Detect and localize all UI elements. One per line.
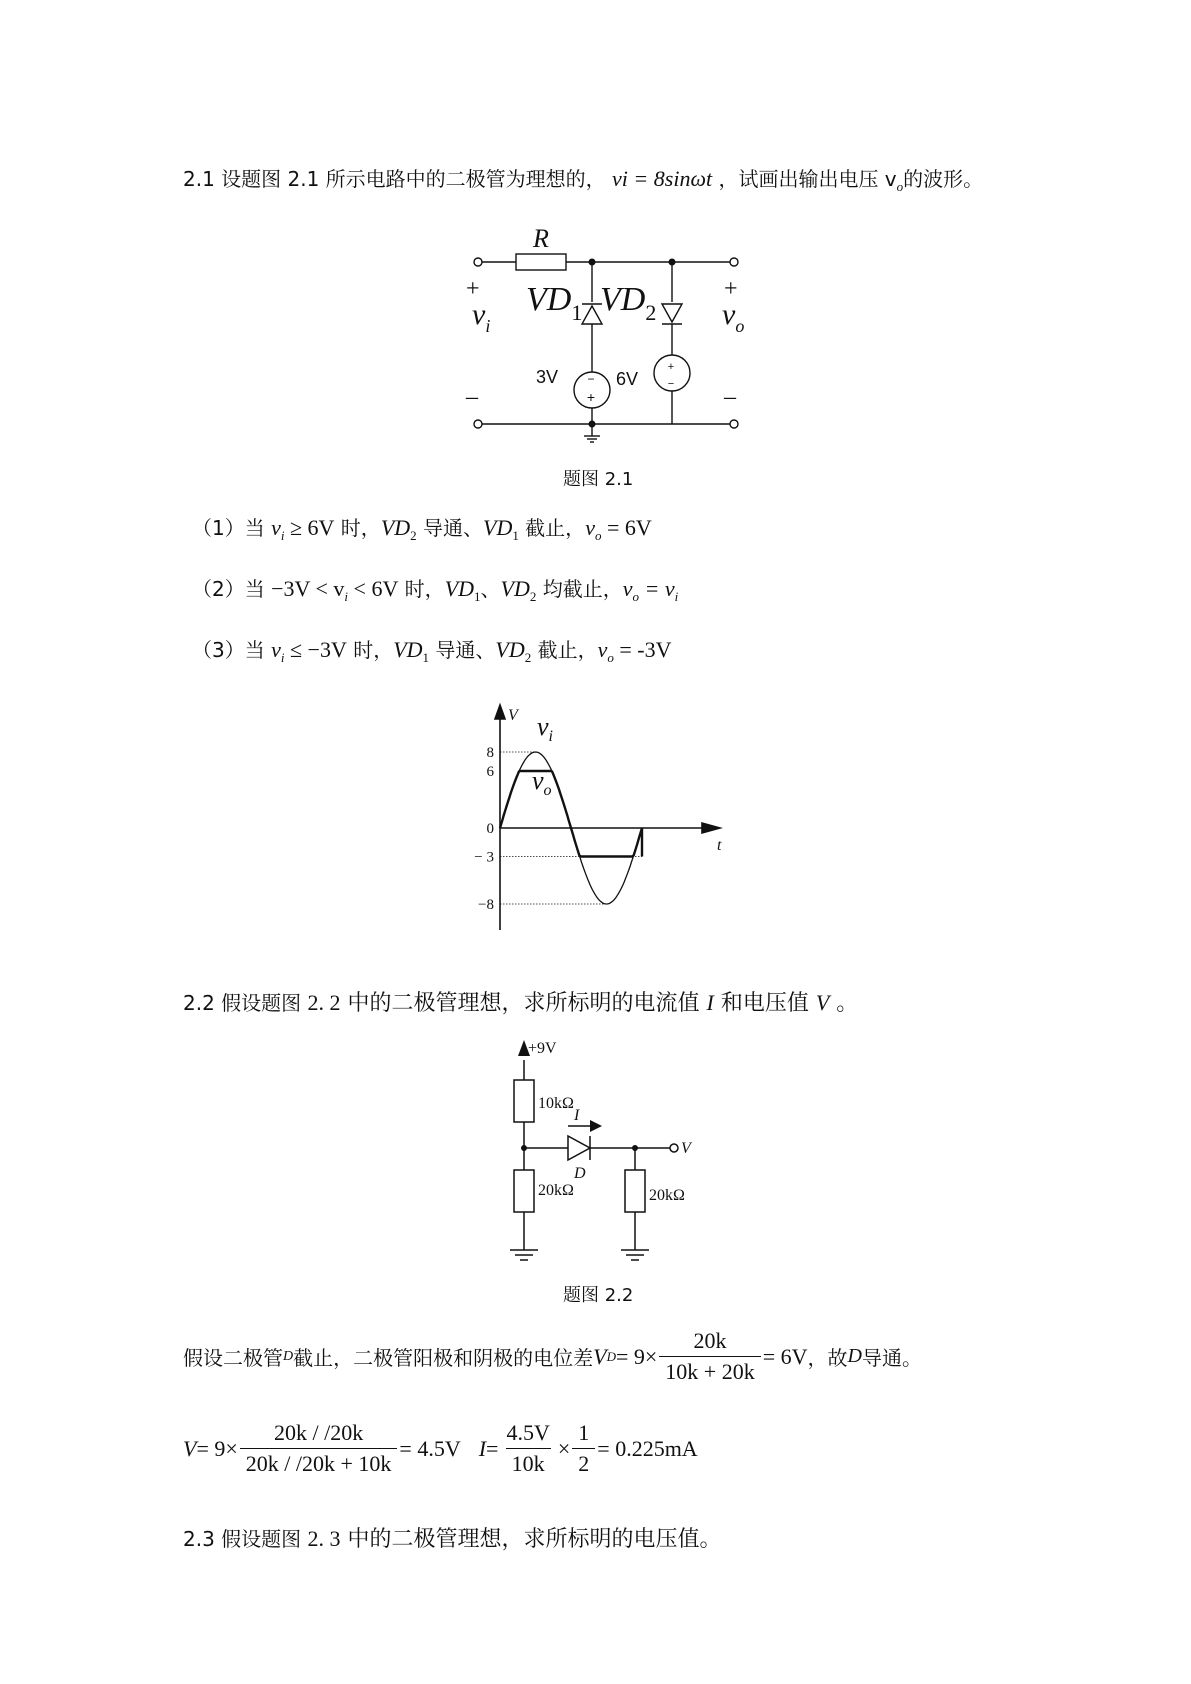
source-6v-label: 6V	[616, 369, 639, 389]
q21-formula: vi = 8sinωt	[612, 166, 713, 191]
tick-label: −8	[478, 897, 494, 913]
figure-2-2-caption: 题图 2.2	[563, 1285, 634, 1306]
vi-label: $v_i$	[472, 298, 491, 336]
svg-text:−: −	[667, 378, 675, 390]
solution-2-2-line-2: V = 9× $\frac{20k / /20k}{20k / /20k + 10k}$ = 4.5V I = $\frac{4.5V}{10k}$ × $\frac{1}{2}$ = 0.225mA	[183, 1418, 698, 1479]
case-3: （3）当 $v_i \le -3V$ 时，$VD_1$ 导通、$VD_2$ 截止，$v_o = -3V$	[192, 637, 672, 665]
question-2-3: 2.3 假设题图 2. 3 中的二极管理想，求所标明的电压值。	[183, 1526, 722, 1552]
tick-label: 0	[486, 821, 494, 837]
circuit-figure-2-1	[460, 220, 760, 445]
vd1-label: $VD_1$	[526, 281, 583, 325]
vo-plus: +	[724, 276, 738, 302]
waveform-plot	[470, 705, 730, 935]
r-label: R	[533, 224, 549, 253]
question-2-1: 2.1 设题图 2.1 所示电路中的二极管为理想的， vi = 8sinωt ，试画出输出电压 $v_o$的波形。	[183, 166, 984, 194]
vi-plus: +	[466, 276, 480, 302]
x-axis-label: t	[717, 837, 722, 854]
solution-2-2-line-1: 假设二极管 D 截止，二极管阳极和阴极的电位差 V D = 9× $\frac{20k}{10k + 20k}$ = 6V ，故 D 导通。	[183, 1326, 922, 1387]
r3-label: 20kΩ	[649, 1187, 685, 1204]
q21-prefix: 2.1 设题图 2.1 所示电路中的二极管为理想的，	[183, 167, 606, 191]
case-1: （1）当 $v_i \ge 6V$ 时，$VD_2$ 导通、$VD_1$ 截止，$v_o = 6V$	[192, 515, 652, 543]
vd2-label: $VD_2$	[600, 281, 657, 325]
svg-text:+: +	[667, 361, 675, 373]
output-v-label: V	[681, 1140, 691, 1157]
y-axis-label: V	[508, 707, 518, 724]
source-3v-label: 3V	[536, 367, 559, 387]
figure-2-1-caption: 题图 2.1	[563, 469, 634, 490]
q21-suffix-end: 的波形。	[903, 167, 984, 191]
tick-label: − 3	[474, 849, 494, 866]
tick-label: 6	[486, 764, 494, 780]
tick-label: 8	[486, 745, 494, 761]
r2-label: 20kΩ	[538, 1182, 574, 1199]
svg-text:−: −	[587, 372, 595, 386]
r1-label: 10kΩ	[538, 1095, 574, 1112]
vi-minus: –	[466, 384, 478, 410]
vi-curve-label: $v_i$	[537, 712, 553, 745]
q21-suffix: ，试画出输出电压 v	[718, 167, 897, 191]
vo-curve-label: $v_o$	[532, 766, 552, 799]
supply-label: +9V	[528, 1040, 557, 1057]
vo-minus: –	[724, 384, 736, 410]
current-label: I	[574, 1107, 580, 1124]
svg-text:+: +	[586, 389, 596, 405]
vo-label: $v_o$	[722, 298, 745, 336]
circuit-figure-2-2	[498, 1040, 728, 1270]
case-2: （2）当 $-3V < v_i < 6V$ 时，$VD_1$、$VD_2$ 均截止，$v_o = v_i$	[192, 576, 679, 604]
question-2-2: 2.2 假设题图 2. 2 中的二极管理想，求所标明的电流值 I 和电压值 V 。	[183, 990, 859, 1016]
diode-label: D	[574, 1165, 586, 1182]
